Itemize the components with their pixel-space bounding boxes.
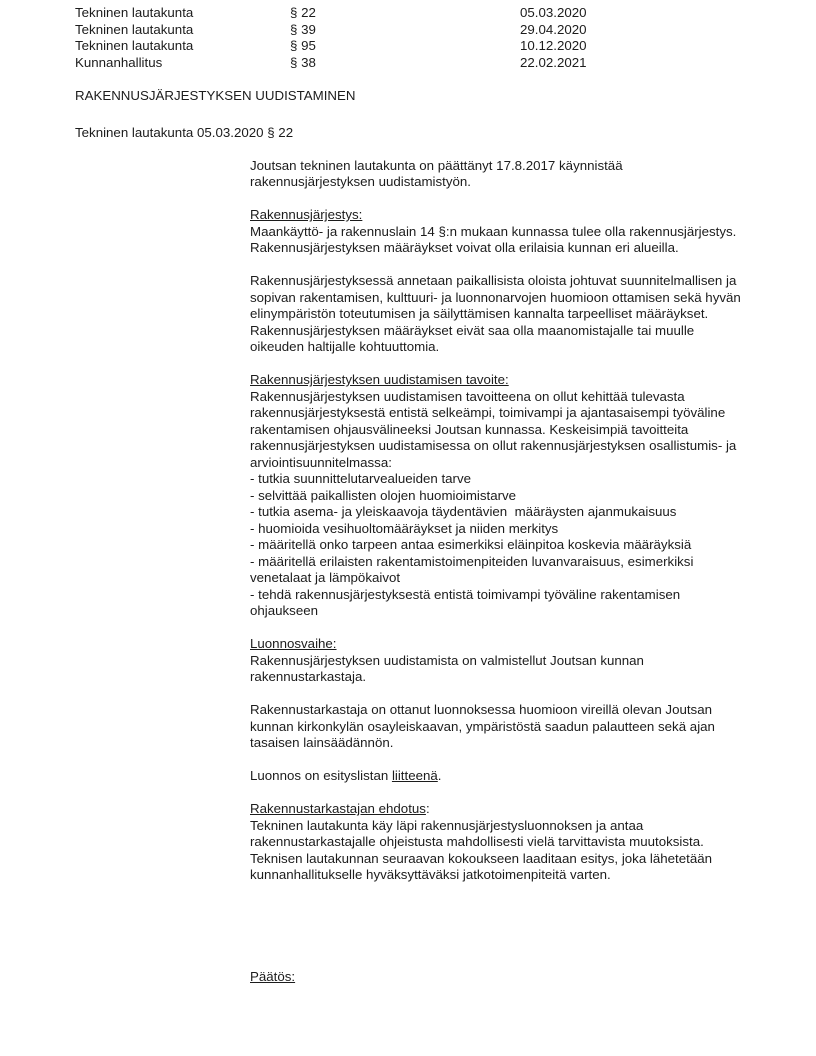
history-committee: Tekninen lautakunta — [75, 38, 194, 53]
paragraph — [250, 969, 750, 986]
paragraph-text: - määritellä erilaisten rakentamistoimenpiteiden luvanvaraisuus, esimerkiksi venetalaat ja lämpökaivot — [250, 553, 698, 585]
paragraph — [250, 273, 750, 356]
paragraph — [250, 768, 750, 785]
paragraph — [250, 207, 750, 257]
paragraph-text: - tehdä rakennusjärjestyksestä entistä toimivampi työväline rakentamisen ohjaukseen — [250, 586, 684, 618]
paragraph-text: - määritellä onko tarpeen antaa esimerkiksi eläinpitoa koskevia määräyksiä — [250, 537, 692, 552]
paragraph — [250, 372, 750, 620]
paragraph-text: Luonnos on esityslistan — [250, 768, 392, 783]
history-committee: Kunnanhallitus — [75, 54, 163, 70]
history-section-number: § 39 — [290, 21, 316, 37]
history-date: 22.02.2021 — [520, 54, 587, 70]
paragraph-text: Rakennustarkastaja on ottanut luonnoksessa huomioon vireillä olevan Joutsan kunnan kirkonkylän osayleiskaavan, ympäristöstä saadun palautteen sekä ajan tasaisen lainsäädännön. — [250, 702, 719, 750]
handling-history-table — [75, 5, 816, 71]
paragraph-text: Rakennusjärjestyksen uudistamista on valmistellut Joutsan kunnan rakennustarkastaja. — [250, 652, 648, 684]
paragraph — [250, 636, 750, 686]
underlined-heading-text: Rakennustarkastajan ehdotus — [250, 801, 426, 816]
paragraph-text: Maankäyttö- ja rakennuslain 14 §:n mukaan kunnassa tulee olla rakennusjärjestys. Rakennusjärjestyksen määräykset voivat olla erilaisia kunnan eri alueilla. — [250, 223, 741, 255]
paragraph-text: . — [437, 768, 442, 783]
paragraph-text: - tutkia suunnittelutarvealueiden tarve — [250, 471, 472, 486]
underlined-heading-text: Rakennusjärjestyksen uudistamisen tavoite: — [250, 372, 509, 387]
history-section-number: § 22 — [290, 5, 316, 20]
paragraph-text: - selvittää paikallisten olojen huomioimistarve — [250, 487, 517, 503]
paragraph-text: - tutkia asema- ja yleiskaavoja täydentävien määräysten ajanmukaisuus — [250, 504, 677, 519]
history-section-number: § 95 — [290, 38, 316, 53]
paragraph-text: - huomioida vesihuoltomääräykset ja niiden merkitys — [250, 520, 559, 536]
document-title: RAKENNUSJÄRJESTYKSEN UUDISTAMINEN — [75, 88, 356, 103]
paragraph — [250, 801, 750, 884]
history-row — [75, 55, 816, 72]
history-row — [75, 5, 816, 22]
history-row — [75, 22, 816, 39]
history-section-number: § 38 — [290, 54, 316, 70]
meeting-reference: Tekninen lautakunta 05.03.2020 § 22 — [75, 124, 294, 140]
paragraph-text: Rakennusjärjestyksessä annetaan paikallisista oloista johtuvat suunnitelmallisen ja sopivan rakentamisen, kulttuuri- ja luonnonarvojen huomioon ottamisen sekä hyvän elinympäristön toteutumisen ja säilyttämisen kannalta tarpeelliset määräykset. Rakennusjärjestyksen määräykset eivät saa olla maanomistajalle tai muulle oikeuden haltijalle kohtuuttomia. — [250, 273, 745, 354]
underlined-heading-text: Luonnosvaihe: — [250, 636, 337, 651]
underlined-heading-text: liitteenä — [391, 768, 438, 783]
history-date: 05.03.2020 — [520, 5, 587, 20]
paragraph-text: Joutsan tekninen lautakunta on päättänyt 17.8.2017 käynnistää rakennusjärjestyksen uudistamistyön. — [250, 157, 627, 189]
underlined-heading-text: Rakennusjärjestys: — [250, 207, 363, 222]
body-paragraphs — [250, 158, 750, 986]
paragraph — [250, 702, 750, 752]
history-date: 10.12.2020 — [520, 38, 587, 53]
underlined-heading-text: Päätös: — [250, 968, 296, 984]
history-date: 29.04.2020 — [520, 21, 587, 37]
paragraph-text: Rakennusjärjestyksen uudistamisen tavoitteena on ollut kehittää tulevasta rakennusjärjestyksestä entistä selkeämpi, toimivampi ja ajantasaisempi työväline rakentamisen ohjausvälineeksi Joutsan kunnassa. Keskeisimpiä tavoitteita rakennusjärjestyksen uudistamisessa on ollut rakennusjärjestyksen osallistumis- ja arviointisuunnitelmassa: — [250, 388, 741, 470]
history-row — [75, 38, 816, 55]
paragraph-text: : — [425, 801, 430, 816]
history-committee: Tekninen lautakunta — [75, 21, 194, 37]
paragraph — [250, 158, 750, 191]
paragraph-text: Tekninen lautakunta käy läpi rakennusjärjestysluonnoksen ja antaa rakennustarkastajalle ohjeistusta mahdollisesti vielä tarvittavista muutoksista. Teknisen lautakunnan seuraavan kokoukseen laaditaan esitys, joka lähetetään kunnanhallitukselle hyväksyttäväksi jatkotoimenpiteitä varten. — [250, 817, 716, 882]
history-committee: Tekninen lautakunta — [75, 5, 194, 20]
